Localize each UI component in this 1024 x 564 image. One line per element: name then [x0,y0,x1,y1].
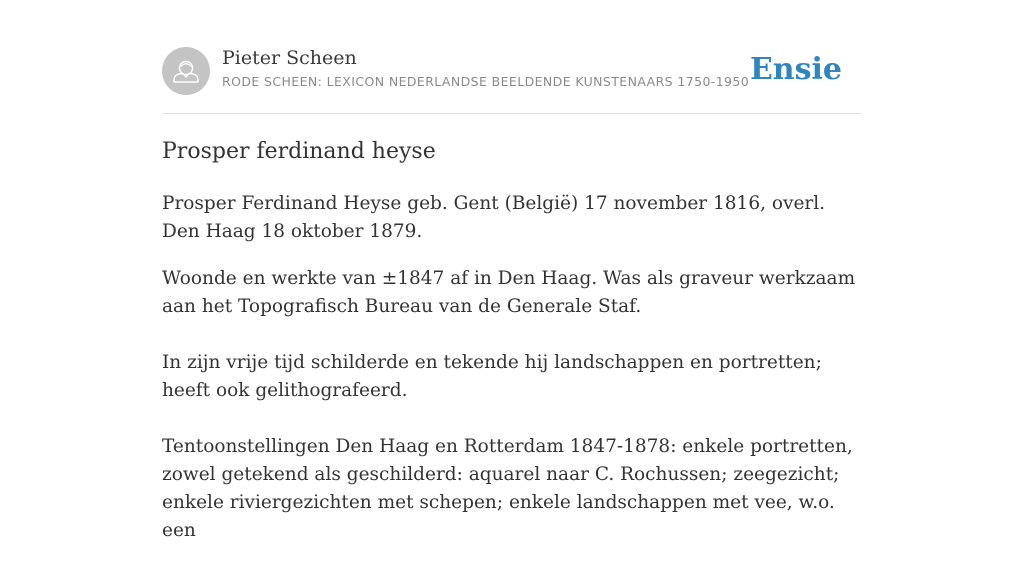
article-body [162,190,862,564]
user-silhouette-icon [162,47,210,95]
author-name[interactable]: Pieter Scheen [222,47,357,69]
paragraph: In zijn vrije tijd schilderde en tekende hij landschappen en portretten; heeft ook gelithografeerd. [162,352,822,401]
source-name[interactable]: RODE SCHEEN: LEXICON NEDERLANDSE BEELDENDE KUNSTENAARS 1750-1950 [222,74,750,89]
paragraph: Woonde en werkte van ±1847 af in Den Haag. Was als graveur werkzaam aan het Topografisch Bureau van de Generale Staf. [162,268,856,317]
article-title: Prosper ferdinand heyse [162,139,436,164]
ensie-logo[interactable]: Ensie [749,52,842,87]
header-divider [162,113,862,114]
author-avatar[interactable] [162,47,210,95]
paragraph: Tentoonstellingen Den Haag en Rotterdam 1847-1878: enkele portretten, zowel getekend als geschilderd: aquarel naar C. Rochussen; zeegezicht; enkele riviergezichten met schepen; enkele landschappen met vee, w.o. een [162,436,853,541]
article-header [162,46,862,96]
paragraph: Prosper Ferdinand Heyse geb. Gent (België) 17 november 1816, overl. Den Haag 18 oktober 1879. [162,193,826,242]
